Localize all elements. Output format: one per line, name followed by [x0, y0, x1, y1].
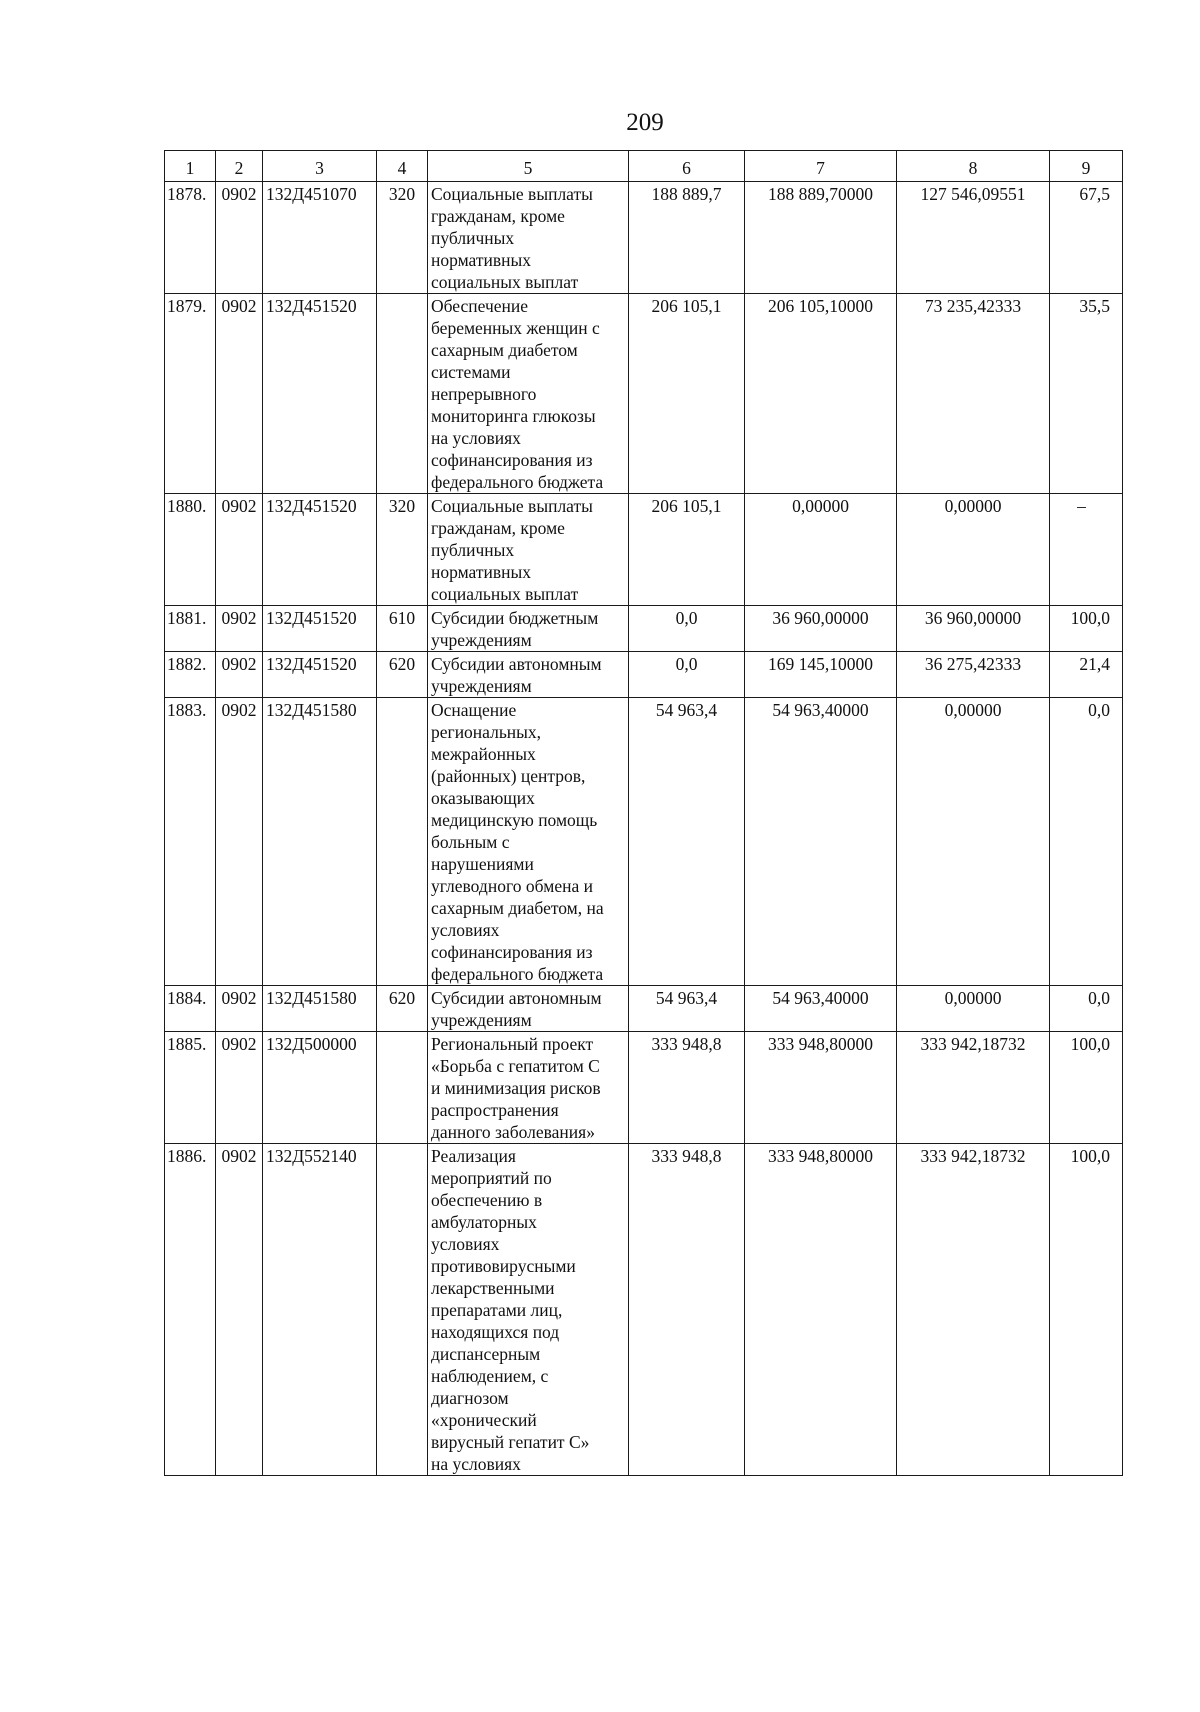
item-name-line: (районных) центров, [431, 766, 586, 786]
item-name-line: условиях [431, 920, 500, 940]
execution-percent: 100,0 [1050, 606, 1123, 652]
column-header: 3 [263, 151, 377, 182]
item-name-line: нормативных [431, 562, 532, 582]
item-name-line: «Борьба с гепатитом С [431, 1056, 600, 1076]
execution-percent: – [1050, 494, 1123, 606]
item-name-line: учреждениям [431, 630, 532, 650]
budget-table [164, 150, 1123, 1476]
item-name [428, 698, 629, 986]
expense-type-code [377, 1032, 428, 1144]
target-code: 132Д451520 [263, 494, 377, 606]
table-row [165, 182, 1123, 294]
item-name-line: данного заболевания» [431, 1122, 595, 1142]
item-name-line: Субсидии бюджетным [431, 608, 599, 628]
item-name-line: публичных [431, 228, 515, 248]
page-number: 209 [626, 109, 664, 136]
item-name-line: на условиях [431, 1454, 521, 1474]
section-code: 0902 [216, 294, 263, 494]
approved-amount: 188 889,7 [629, 182, 745, 294]
item-name-line: публичных [431, 540, 515, 560]
approved-amount: 333 948,8 [629, 1144, 745, 1476]
refined-amount: 188 889,70000 [745, 182, 897, 294]
item-name-line: региональных, [431, 722, 542, 742]
item-name-line: Социальные выплаты [431, 496, 593, 516]
item-name-line: противовирусными [431, 1256, 576, 1276]
item-name-line: беременных женщин с [431, 318, 600, 338]
item-name [428, 494, 629, 606]
item-name [428, 294, 629, 494]
expense-type-code: 610 [377, 606, 428, 652]
item-name [428, 182, 629, 294]
item-name-line: Региональный проект [431, 1034, 594, 1054]
execution-percent: 0,0 [1050, 698, 1123, 986]
executed-amount: 0,00000 [897, 494, 1050, 606]
item-name-line: углеводного обмена и [431, 876, 594, 896]
item-name-line: Социальные выплаты [431, 184, 593, 204]
target-code: 132Д451520 [263, 652, 377, 698]
column-header: 2 [216, 151, 263, 182]
column-header: 5 [428, 151, 629, 182]
refined-amount: 36 960,00000 [745, 606, 897, 652]
item-name-line: на условиях [431, 428, 521, 448]
expense-type-code [377, 294, 428, 494]
execution-percent: 67,5 [1050, 182, 1123, 294]
refined-amount: 333 948,80000 [745, 1032, 897, 1144]
section-code: 0902 [216, 494, 263, 606]
item-name-line: сахарным диабетом [431, 340, 578, 360]
row-number: 1886. [165, 1144, 216, 1476]
row-number: 1885. [165, 1032, 216, 1144]
item-name-line: вирусный гепатит С» [431, 1432, 590, 1452]
item-name-line: медицинскую помощь [431, 810, 598, 830]
item-name-line: Субсидии автономным [431, 988, 602, 1008]
expense-type-code: 320 [377, 494, 428, 606]
target-code: 132Д500000 [263, 1032, 377, 1144]
target-code: 132Д451580 [263, 986, 377, 1032]
item-name-line: оказывающих [431, 788, 535, 808]
section-code: 0902 [216, 1144, 263, 1476]
approved-amount: 0,0 [629, 606, 745, 652]
approved-amount: 206 105,1 [629, 294, 745, 494]
item-name-line: федерального бюджета [431, 472, 604, 492]
item-name-line: нарушениями [431, 854, 534, 874]
target-code: 132Д552140 [263, 1144, 377, 1476]
item-name-line: федерального бюджета [431, 964, 604, 984]
item-name-line: больным с [431, 832, 510, 852]
executed-amount: 127 546,09551 [897, 182, 1050, 294]
item-name-line: гражданам, кроме [431, 518, 565, 538]
executed-amount: 0,00000 [897, 986, 1050, 1032]
table-row [165, 986, 1123, 1032]
item-name-line: непрерывного [431, 384, 537, 404]
item-name-line: амбулаторных [431, 1212, 537, 1232]
item-name-line: системами [431, 362, 511, 382]
item-name [428, 986, 629, 1032]
item-name-line: обеспечению в [431, 1190, 543, 1210]
target-code: 132Д451520 [263, 606, 377, 652]
row-number: 1882. [165, 652, 216, 698]
section-code: 0902 [216, 698, 263, 986]
executed-amount: 36 275,42333 [897, 652, 1050, 698]
executed-amount: 73 235,42333 [897, 294, 1050, 494]
item-name-line: сахарным диабетом, на [431, 898, 604, 918]
item-name-line: диспансерным [431, 1344, 541, 1364]
item-name-line: гражданам, кроме [431, 206, 565, 226]
column-header: 1 [165, 151, 216, 182]
approved-amount: 333 948,8 [629, 1032, 745, 1144]
item-name-line: межрайонных [431, 744, 536, 764]
table-body [165, 182, 1123, 1476]
section-code: 0902 [216, 606, 263, 652]
item-name-line: препаратами лиц, [431, 1300, 563, 1320]
table-row [165, 494, 1123, 606]
executed-amount: 333 942,18732 [897, 1144, 1050, 1476]
executed-amount: 0,00000 [897, 698, 1050, 986]
execution-percent: 0,0 [1050, 986, 1123, 1032]
item-name-line: учреждениям [431, 1010, 532, 1030]
item-name-line: социальных выплат [431, 272, 579, 292]
executed-amount: 333 942,18732 [897, 1032, 1050, 1144]
table-row [165, 652, 1123, 698]
approved-amount: 54 963,4 [629, 986, 745, 1032]
item-name-line: социальных выплат [431, 584, 579, 604]
item-name-line: нормативных [431, 250, 532, 270]
item-name-line: Обеспечение [431, 296, 529, 316]
item-name [428, 652, 629, 698]
row-number: 1883. [165, 698, 216, 986]
section-code: 0902 [216, 1032, 263, 1144]
row-number: 1879. [165, 294, 216, 494]
section-code: 0902 [216, 182, 263, 294]
row-number: 1878. [165, 182, 216, 294]
item-name-line: софинансирования из [431, 450, 593, 470]
refined-amount: 0,00000 [745, 494, 897, 606]
execution-percent: 21,4 [1050, 652, 1123, 698]
row-number: 1881. [165, 606, 216, 652]
table-row [165, 698, 1123, 986]
item-name-line: софинансирования из [431, 942, 593, 962]
item-name-line: наблюдением, с [431, 1366, 549, 1386]
item-name-line: мероприятий по [431, 1168, 552, 1188]
table-header-row [165, 151, 1123, 182]
table-row [165, 1144, 1123, 1476]
item-name-line: распространения [431, 1100, 559, 1120]
column-header: 9 [1050, 151, 1123, 182]
table-row [165, 606, 1123, 652]
expense-type-code: 620 [377, 652, 428, 698]
item-name-line: лекарственными [431, 1278, 555, 1298]
item-name-line: Субсидии автономным [431, 654, 602, 674]
target-code: 132Д451070 [263, 182, 377, 294]
item-name-line: Оснащение [431, 700, 517, 720]
refined-amount: 54 963,40000 [745, 986, 897, 1032]
approved-amount: 206 105,1 [629, 494, 745, 606]
table-row [165, 294, 1123, 494]
column-header: 4 [377, 151, 428, 182]
refined-amount: 333 948,80000 [745, 1144, 897, 1476]
execution-percent: 100,0 [1050, 1032, 1123, 1144]
refined-amount: 206 105,10000 [745, 294, 897, 494]
column-header: 8 [897, 151, 1050, 182]
expense-type-code [377, 1144, 428, 1476]
refined-amount: 169 145,10000 [745, 652, 897, 698]
item-name-line: диагнозом [431, 1388, 509, 1408]
column-header: 7 [745, 151, 897, 182]
column-header: 6 [629, 151, 745, 182]
item-name-line: «хронический [431, 1410, 537, 1430]
expense-type-code: 320 [377, 182, 428, 294]
item-name [428, 1032, 629, 1144]
item-name-line: Реализация [431, 1146, 516, 1166]
section-code: 0902 [216, 652, 263, 698]
item-name-line: и минимизация рисков [431, 1078, 601, 1098]
expense-type-code: 620 [377, 986, 428, 1032]
row-number: 1880. [165, 494, 216, 606]
item-name-line: учреждениям [431, 676, 532, 696]
executed-amount: 36 960,00000 [897, 606, 1050, 652]
item-name [428, 1144, 629, 1476]
item-name-line: мониторинга глюкозы [431, 406, 596, 426]
refined-amount: 54 963,40000 [745, 698, 897, 986]
item-name-line: условиях [431, 1234, 500, 1254]
execution-percent: 100,0 [1050, 1144, 1123, 1476]
target-code: 132Д451580 [263, 698, 377, 986]
approved-amount: 54 963,4 [629, 698, 745, 986]
approved-amount: 0,0 [629, 652, 745, 698]
item-name-line: находящихся под [431, 1322, 560, 1342]
execution-percent: 35,5 [1050, 294, 1123, 494]
section-code: 0902 [216, 986, 263, 1032]
row-number: 1884. [165, 986, 216, 1032]
target-code: 132Д451520 [263, 294, 377, 494]
item-name [428, 606, 629, 652]
table-row [165, 1032, 1123, 1144]
expense-type-code [377, 698, 428, 986]
